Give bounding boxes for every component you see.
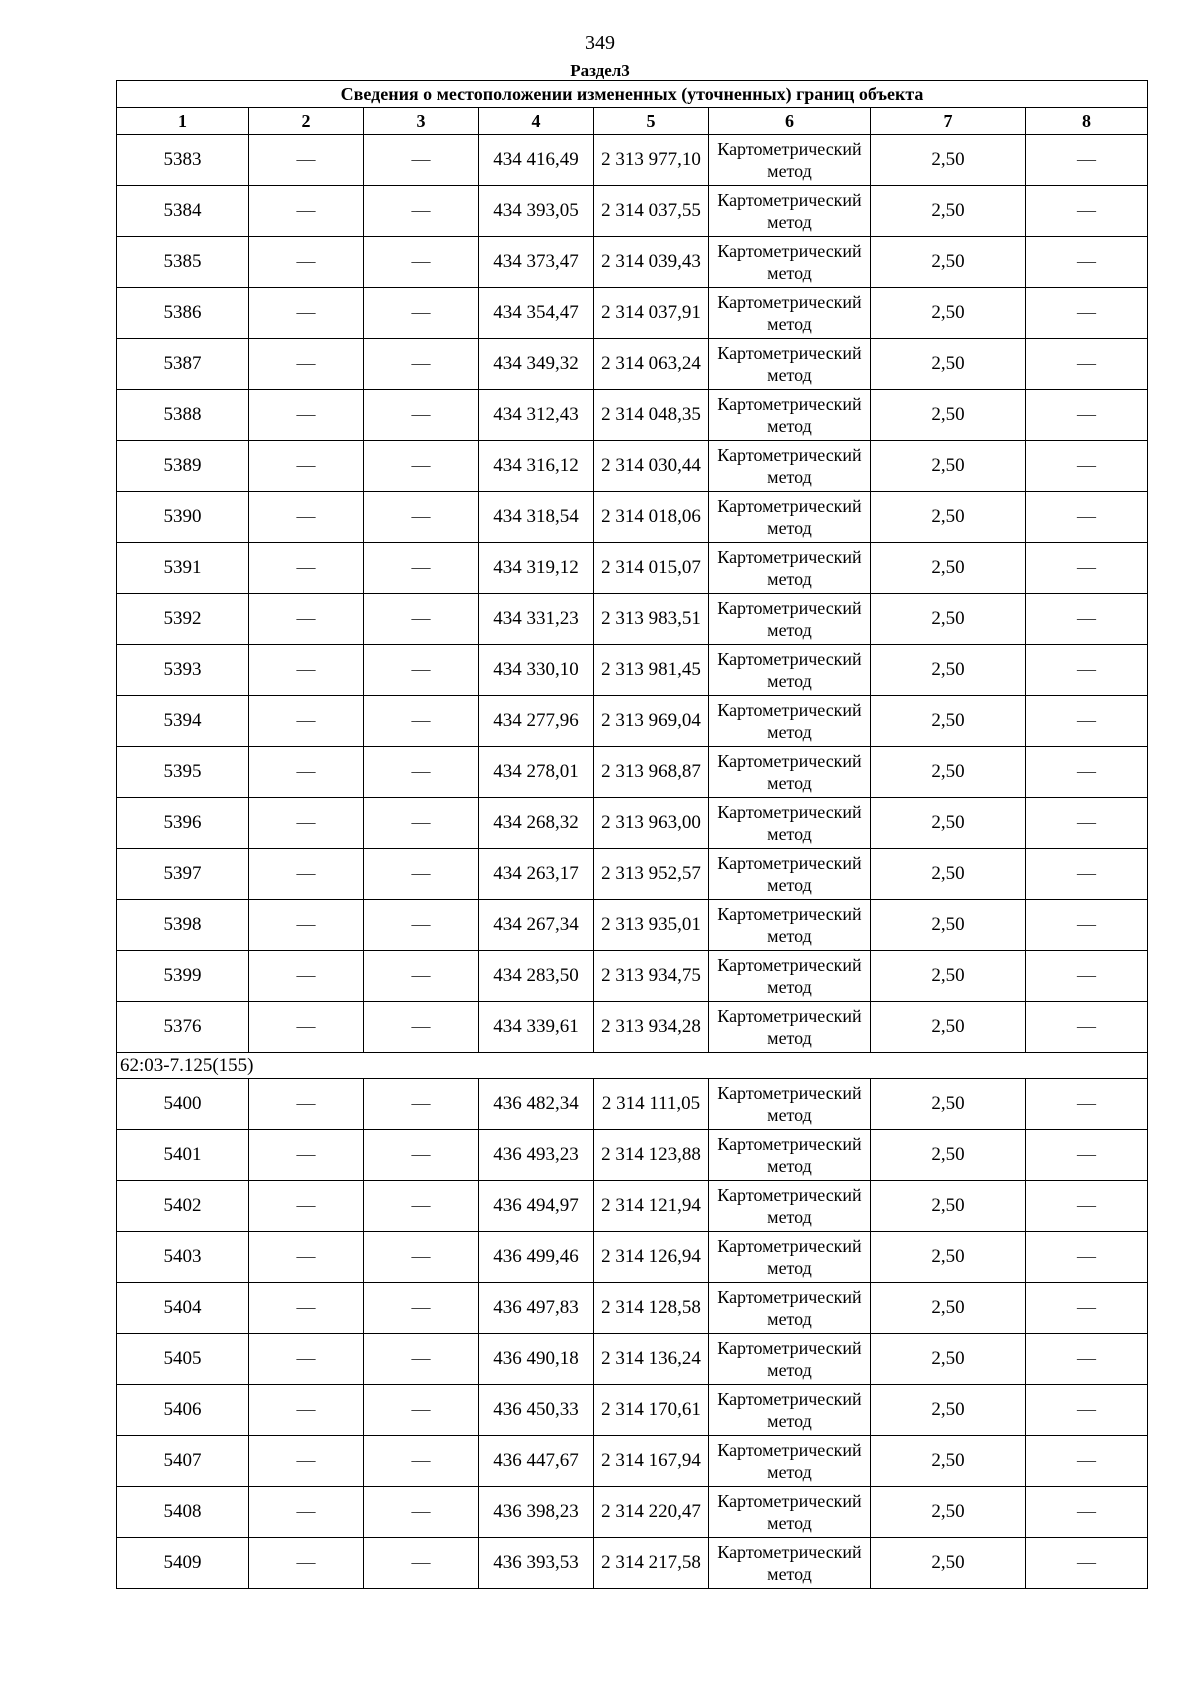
accuracy-cell: 2,50 [871, 390, 1026, 441]
accuracy-cell: 2,50 [871, 1079, 1026, 1130]
point-number-cell: 5388 [117, 390, 249, 441]
x-coordinate-cell: 436 393,53 [479, 1538, 594, 1589]
x-coordinate-cell: 434 283,50 [479, 951, 594, 1002]
x-coordinate-cell: 434 263,17 [479, 849, 594, 900]
accuracy-cell: 2,50 [871, 951, 1026, 1002]
col-2-cell: — [249, 1334, 364, 1385]
col-8-cell: — [1026, 492, 1148, 543]
accuracy-cell: 2,50 [871, 237, 1026, 288]
col-2-cell: — [249, 951, 364, 1002]
col-3-cell: — [364, 390, 479, 441]
col-3-cell: — [364, 1079, 479, 1130]
col-2-cell: — [249, 900, 364, 951]
col-8-cell: — [1026, 1079, 1148, 1130]
table-row [117, 1538, 1148, 1589]
accuracy-cell: 2,50 [871, 594, 1026, 645]
col-2-cell: — [249, 1079, 364, 1130]
col-2-cell: — [249, 186, 364, 237]
method-cell: Картометрический метод [709, 1487, 871, 1538]
column-number: 3 [364, 108, 479, 135]
y-coordinate-cell: 2 314 048,35 [594, 390, 709, 441]
y-coordinate-cell: 2 314 111,05 [594, 1079, 709, 1130]
col-2-cell: — [249, 1002, 364, 1053]
col-2-cell: — [249, 543, 364, 594]
point-number-cell: 5394 [117, 696, 249, 747]
col-2-cell: — [249, 645, 364, 696]
y-coordinate-cell: 2 313 934,28 [594, 1002, 709, 1053]
x-coordinate-cell: 434 319,12 [479, 543, 594, 594]
x-coordinate-cell: 434 393,05 [479, 186, 594, 237]
x-coordinate-cell: 434 354,47 [479, 288, 594, 339]
y-coordinate-cell: 2 314 136,24 [594, 1334, 709, 1385]
y-coordinate-cell: 2 313 977,10 [594, 135, 709, 186]
table-row [117, 1385, 1148, 1436]
point-number-cell: 5405 [117, 1334, 249, 1385]
col-8-cell: — [1026, 135, 1148, 186]
point-number-cell: 5403 [117, 1232, 249, 1283]
y-coordinate-cell: 2 314 037,55 [594, 186, 709, 237]
x-coordinate-cell: 434 331,23 [479, 594, 594, 645]
col-2-cell: — [249, 696, 364, 747]
x-coordinate-cell: 434 312,43 [479, 390, 594, 441]
col-8-cell: — [1026, 747, 1148, 798]
table-row [117, 1181, 1148, 1232]
col-8-cell: — [1026, 288, 1148, 339]
point-number-cell: 5402 [117, 1181, 249, 1232]
table-row [117, 696, 1148, 747]
x-coordinate-cell: 436 447,67 [479, 1436, 594, 1487]
table-title-row [117, 81, 1148, 108]
col-3-cell: — [364, 798, 479, 849]
method-cell: Картометрический метод [709, 594, 871, 645]
col-8-cell: — [1026, 237, 1148, 288]
y-coordinate-cell: 2 313 934,75 [594, 951, 709, 1002]
col-3-cell: — [364, 186, 479, 237]
accuracy-cell: 2,50 [871, 747, 1026, 798]
method-cell: Картометрический метод [709, 696, 871, 747]
col-3-cell: — [364, 849, 479, 900]
method-cell: Картометрический метод [709, 339, 871, 390]
y-coordinate-cell: 2 314 123,88 [594, 1130, 709, 1181]
y-coordinate-cell: 2 314 030,44 [594, 441, 709, 492]
col-2-cell: — [249, 339, 364, 390]
x-coordinate-cell: 436 490,18 [479, 1334, 594, 1385]
point-number-cell: 5387 [117, 339, 249, 390]
method-cell: Картометрический метод [709, 1334, 871, 1385]
col-3-cell: — [364, 1181, 479, 1232]
accuracy-cell: 2,50 [871, 1334, 1026, 1385]
table-row [117, 543, 1148, 594]
y-coordinate-cell: 2 313 935,01 [594, 900, 709, 951]
x-coordinate-cell: 436 494,97 [479, 1181, 594, 1232]
col-8-cell: — [1026, 849, 1148, 900]
table-row [117, 849, 1148, 900]
point-number-cell: 5396 [117, 798, 249, 849]
col-3-cell: — [364, 951, 479, 1002]
col-8-cell: — [1026, 1334, 1148, 1385]
x-coordinate-cell: 434 316,12 [479, 441, 594, 492]
y-coordinate-cell: 2 313 969,04 [594, 696, 709, 747]
col-2-cell: — [249, 1181, 364, 1232]
col-3-cell: — [364, 1232, 479, 1283]
y-coordinate-cell: 2 313 983,51 [594, 594, 709, 645]
col-3-cell: — [364, 594, 479, 645]
col-3-cell: — [364, 1130, 479, 1181]
point-number-cell: 5399 [117, 951, 249, 1002]
x-coordinate-cell: 434 277,96 [479, 696, 594, 747]
col-2-cell: — [249, 1385, 364, 1436]
accuracy-cell: 2,50 [871, 1487, 1026, 1538]
col-8-cell: — [1026, 1232, 1148, 1283]
col-8-cell: — [1026, 1283, 1148, 1334]
table-title: Сведения о местоположении измененных (уточненных) границ объекта [117, 81, 1148, 108]
x-coordinate-cell: 434 268,32 [479, 798, 594, 849]
y-coordinate-cell: 2 314 039,43 [594, 237, 709, 288]
group-label: 62:03-7.125(155) [117, 1053, 1148, 1079]
accuracy-cell: 2,50 [871, 339, 1026, 390]
method-cell: Картометрический метод [709, 1232, 871, 1283]
col-8-cell: — [1026, 1130, 1148, 1181]
table-row [117, 288, 1148, 339]
point-number-cell: 5393 [117, 645, 249, 696]
column-number: 6 [709, 108, 871, 135]
col-3-cell: — [364, 1436, 479, 1487]
col-8-cell: — [1026, 543, 1148, 594]
method-cell: Картометрический метод [709, 543, 871, 594]
method-cell: Картометрический метод [709, 288, 871, 339]
x-coordinate-cell: 436 493,23 [479, 1130, 594, 1181]
point-number-cell: 5376 [117, 1002, 249, 1053]
y-coordinate-cell: 2 314 170,61 [594, 1385, 709, 1436]
col-2-cell: — [249, 1487, 364, 1538]
col-2-cell: — [249, 390, 364, 441]
col-8-cell: — [1026, 900, 1148, 951]
col-2-cell: — [249, 492, 364, 543]
col-8-cell: — [1026, 390, 1148, 441]
accuracy-cell: 2,50 [871, 1283, 1026, 1334]
col-8-cell: — [1026, 1487, 1148, 1538]
method-cell: Картометрический метод [709, 1436, 871, 1487]
col-2-cell: — [249, 747, 364, 798]
x-coordinate-cell: 434 349,32 [479, 339, 594, 390]
y-coordinate-cell: 2 313 963,00 [594, 798, 709, 849]
method-cell: Картометрический метод [709, 1538, 871, 1589]
table-row [117, 492, 1148, 543]
col-3-cell: — [364, 1283, 479, 1334]
table-row [117, 339, 1148, 390]
col-3-cell: — [364, 900, 479, 951]
col-3-cell: — [364, 1538, 479, 1589]
x-coordinate-cell: 436 499,46 [479, 1232, 594, 1283]
x-coordinate-cell: 436 450,33 [479, 1385, 594, 1436]
column-number: 7 [871, 108, 1026, 135]
column-number: 1 [117, 108, 249, 135]
col-3-cell: — [364, 1487, 479, 1538]
point-number-cell: 5400 [117, 1079, 249, 1130]
col-8-cell: — [1026, 339, 1148, 390]
method-cell: Картометрический метод [709, 951, 871, 1002]
accuracy-cell: 2,50 [871, 543, 1026, 594]
col-2-cell: — [249, 1130, 364, 1181]
col-2-cell: — [249, 594, 364, 645]
col-3-cell: — [364, 492, 479, 543]
y-coordinate-cell: 2 313 952,57 [594, 849, 709, 900]
table-row [117, 237, 1148, 288]
accuracy-cell: 2,50 [871, 1436, 1026, 1487]
y-coordinate-cell: 2 314 018,06 [594, 492, 709, 543]
accuracy-cell: 2,50 [871, 186, 1026, 237]
point-number-cell: 5398 [117, 900, 249, 951]
accuracy-cell: 2,50 [871, 441, 1026, 492]
x-coordinate-cell: 436 398,23 [479, 1487, 594, 1538]
y-coordinate-cell: 2 314 063,24 [594, 339, 709, 390]
col-3-cell: — [364, 1385, 479, 1436]
table-row [117, 441, 1148, 492]
column-number-row [117, 108, 1148, 135]
column-number: 2 [249, 108, 364, 135]
y-coordinate-cell: 2 314 015,07 [594, 543, 709, 594]
x-coordinate-cell: 434 373,47 [479, 237, 594, 288]
table-row [117, 747, 1148, 798]
y-coordinate-cell: 2 314 037,91 [594, 288, 709, 339]
y-coordinate-cell: 2 314 121,94 [594, 1181, 709, 1232]
method-cell: Картометрический метод [709, 1079, 871, 1130]
col-8-cell: — [1026, 645, 1148, 696]
col-2-cell: — [249, 237, 364, 288]
col-3-cell: — [364, 237, 479, 288]
col-3-cell: — [364, 543, 479, 594]
col-2-cell: — [249, 1436, 364, 1487]
col-8-cell: — [1026, 186, 1148, 237]
col-2-cell: — [249, 798, 364, 849]
x-coordinate-cell: 434 318,54 [479, 492, 594, 543]
point-number-cell: 5395 [117, 747, 249, 798]
table-row [117, 1334, 1148, 1385]
x-coordinate-cell: 434 339,61 [479, 1002, 594, 1053]
col-2-cell: — [249, 1232, 364, 1283]
accuracy-cell: 2,50 [871, 900, 1026, 951]
accuracy-cell: 2,50 [871, 1538, 1026, 1589]
table-row [117, 1487, 1148, 1538]
x-coordinate-cell: 436 497,83 [479, 1283, 594, 1334]
accuracy-cell: 2,50 [871, 1130, 1026, 1181]
method-cell: Картометрический метод [709, 747, 871, 798]
table-row [117, 798, 1148, 849]
table-row [117, 1232, 1148, 1283]
point-number-cell: 5404 [117, 1283, 249, 1334]
y-coordinate-cell: 2 314 217,58 [594, 1538, 709, 1589]
method-cell: Картометрический метод [709, 798, 871, 849]
accuracy-cell: 2,50 [871, 645, 1026, 696]
col-2-cell: — [249, 1538, 364, 1589]
x-coordinate-cell: 434 278,01 [479, 747, 594, 798]
method-cell: Картометрический метод [709, 390, 871, 441]
method-cell: Картометрический метод [709, 492, 871, 543]
method-cell: Картометрический метод [709, 237, 871, 288]
point-number-cell: 5406 [117, 1385, 249, 1436]
table-row [117, 135, 1148, 186]
col-2-cell: — [249, 288, 364, 339]
table-row [117, 390, 1148, 441]
table-row [117, 186, 1148, 237]
method-cell: Картометрический метод [709, 441, 871, 492]
table-row [117, 951, 1148, 1002]
col-3-cell: — [364, 1334, 479, 1385]
method-cell: Картометрический метод [709, 1181, 871, 1232]
table-row [117, 1002, 1148, 1053]
method-cell: Картометрический метод [709, 849, 871, 900]
method-cell: Картометрический метод [709, 1283, 871, 1334]
table-row [117, 900, 1148, 951]
table-row [117, 645, 1148, 696]
col-8-cell: — [1026, 594, 1148, 645]
point-number-cell: 5392 [117, 594, 249, 645]
col-3-cell: — [364, 135, 479, 186]
y-coordinate-cell: 2 314 220,47 [594, 1487, 709, 1538]
column-number: 4 [479, 108, 594, 135]
point-number-cell: 5389 [117, 441, 249, 492]
col-3-cell: — [364, 696, 479, 747]
col-8-cell: — [1026, 441, 1148, 492]
col-3-cell: — [364, 339, 479, 390]
y-coordinate-cell: 2 313 981,45 [594, 645, 709, 696]
col-2-cell: — [249, 849, 364, 900]
accuracy-cell: 2,50 [871, 1181, 1026, 1232]
col-8-cell: — [1026, 798, 1148, 849]
point-number-cell: 5408 [117, 1487, 249, 1538]
col-8-cell: — [1026, 1002, 1148, 1053]
col-3-cell: — [364, 288, 479, 339]
coordinates-table [116, 80, 1148, 1589]
y-coordinate-cell: 2 313 968,87 [594, 747, 709, 798]
col-2-cell: — [249, 135, 364, 186]
col-3-cell: — [364, 645, 479, 696]
col-2-cell: — [249, 1283, 364, 1334]
accuracy-cell: 2,50 [871, 798, 1026, 849]
x-coordinate-cell: 434 267,34 [479, 900, 594, 951]
col-8-cell: — [1026, 1538, 1148, 1589]
y-coordinate-cell: 2 314 126,94 [594, 1232, 709, 1283]
y-coordinate-cell: 2 314 128,58 [594, 1283, 709, 1334]
column-number: 8 [1026, 108, 1148, 135]
table-row [117, 1436, 1148, 1487]
accuracy-cell: 2,50 [871, 1232, 1026, 1283]
column-number: 5 [594, 108, 709, 135]
x-coordinate-cell: 434 330,10 [479, 645, 594, 696]
col-8-cell: — [1026, 1181, 1148, 1232]
point-number-cell: 5401 [117, 1130, 249, 1181]
x-coordinate-cell: 436 482,34 [479, 1079, 594, 1130]
method-cell: Картометрический метод [709, 186, 871, 237]
table-row [117, 1130, 1148, 1181]
col-3-cell: — [364, 747, 479, 798]
point-number-cell: 5397 [117, 849, 249, 900]
group-label-row [117, 1053, 1148, 1079]
point-number-cell: 5386 [117, 288, 249, 339]
table-row [117, 594, 1148, 645]
col-8-cell: — [1026, 1436, 1148, 1487]
accuracy-cell: 2,50 [871, 492, 1026, 543]
page-number: 349 [585, 32, 615, 54]
accuracy-cell: 2,50 [871, 1385, 1026, 1436]
method-cell: Картометрический метод [709, 645, 871, 696]
point-number-cell: 5384 [117, 186, 249, 237]
point-number-cell: 5385 [117, 237, 249, 288]
table-row [117, 1283, 1148, 1334]
accuracy-cell: 2,50 [871, 135, 1026, 186]
section-label: Раздел3 [570, 61, 630, 80]
col-8-cell: — [1026, 951, 1148, 1002]
point-number-cell: 5383 [117, 135, 249, 186]
method-cell: Картометрический метод [709, 1130, 871, 1181]
col-8-cell: — [1026, 696, 1148, 747]
accuracy-cell: 2,50 [871, 849, 1026, 900]
accuracy-cell: 2,50 [871, 288, 1026, 339]
col-8-cell: — [1026, 1385, 1148, 1436]
accuracy-cell: 2,50 [871, 696, 1026, 747]
col-3-cell: — [364, 441, 479, 492]
col-2-cell: — [249, 441, 364, 492]
col-3-cell: — [364, 1002, 479, 1053]
point-number-cell: 5409 [117, 1538, 249, 1589]
method-cell: Картометрический метод [709, 900, 871, 951]
point-number-cell: 5407 [117, 1436, 249, 1487]
point-number-cell: 5390 [117, 492, 249, 543]
point-number-cell: 5391 [117, 543, 249, 594]
y-coordinate-cell: 2 314 167,94 [594, 1436, 709, 1487]
accuracy-cell: 2,50 [871, 1002, 1026, 1053]
method-cell: Картометрический метод [709, 1385, 871, 1436]
x-coordinate-cell: 434 416,49 [479, 135, 594, 186]
method-cell: Картометрический метод [709, 1002, 871, 1053]
method-cell: Картометрический метод [709, 135, 871, 186]
table-row [117, 1079, 1148, 1130]
